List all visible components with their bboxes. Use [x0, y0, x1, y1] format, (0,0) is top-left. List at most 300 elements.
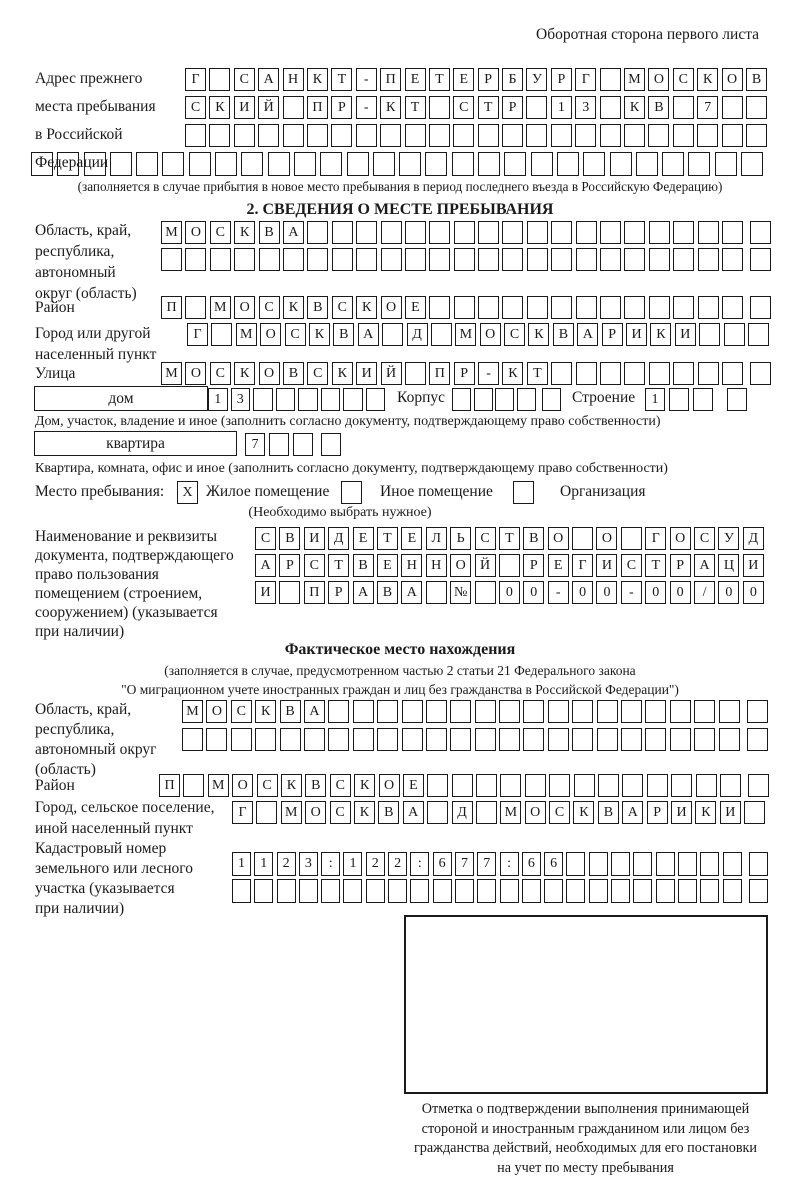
char-box: Е — [377, 554, 398, 577]
char-box — [548, 728, 569, 751]
char-box — [531, 152, 553, 176]
char-box — [321, 879, 340, 903]
char-box: В — [523, 527, 544, 550]
char-box — [381, 248, 402, 271]
char-box: - — [478, 362, 499, 385]
char-box — [749, 852, 768, 876]
char-box: Д — [407, 323, 428, 346]
char-box — [610, 152, 632, 176]
char-box: Е — [403, 774, 424, 797]
region-char-row-1 — [161, 221, 771, 244]
char-box: С — [475, 527, 496, 550]
char-box — [452, 774, 473, 797]
char-box: 3 — [231, 388, 251, 411]
char-box — [551, 248, 572, 271]
char-box: К — [309, 323, 330, 346]
char-box — [185, 248, 206, 271]
char-box: Е — [453, 68, 474, 91]
char-box — [522, 879, 541, 903]
char-box — [380, 124, 401, 147]
char-box — [429, 248, 450, 271]
char-box — [478, 248, 499, 271]
apartment-note: Квартира, комната, офис и иное (заполнить согласно документу, подтверждающему право собственности) — [35, 461, 668, 476]
char-box: С — [694, 527, 715, 550]
char-box — [694, 728, 715, 751]
char-box — [162, 152, 184, 176]
char-box: Д — [452, 801, 473, 824]
char-box: Й — [258, 96, 279, 119]
char-box: П — [159, 774, 180, 797]
char-box: Р — [328, 581, 349, 604]
char-box — [429, 221, 450, 244]
char-box — [343, 879, 362, 903]
char-box: М — [161, 362, 182, 385]
char-box: А — [258, 68, 279, 91]
char-box — [598, 774, 619, 797]
char-box — [645, 700, 666, 723]
cadastral-char-row-2 — [232, 879, 768, 903]
char-box: Р — [523, 554, 544, 577]
char-box — [748, 323, 769, 346]
char-box — [724, 323, 745, 346]
char-box: К — [354, 801, 375, 824]
char-box: И — [626, 323, 647, 346]
char-box: Д — [328, 527, 349, 550]
char-box: П — [380, 68, 401, 91]
char-box: 1 — [254, 852, 273, 876]
char-box — [624, 221, 645, 244]
char-box — [279, 581, 300, 604]
char-box: Р — [331, 96, 352, 119]
char-box: И — [304, 527, 325, 550]
char-box: 0 — [499, 581, 520, 604]
char-box — [426, 700, 447, 723]
region-label-line: округ (область) — [35, 285, 137, 302]
char-box: Н — [426, 554, 447, 577]
char-box: П — [307, 96, 328, 119]
char-box — [427, 801, 448, 824]
doc-label-line: документа, подтверждающего — [35, 547, 234, 564]
stamp-caption — [398, 1100, 773, 1178]
char-box: Г — [185, 68, 206, 91]
apartment-char-row — [245, 433, 341, 456]
char-box — [669, 388, 689, 411]
char-box: 1 — [232, 852, 251, 876]
char-box: Б — [502, 68, 523, 91]
char-box — [429, 124, 450, 147]
char-box — [527, 296, 548, 319]
char-box: К — [624, 96, 645, 119]
char-box — [232, 879, 251, 903]
char-box — [673, 221, 694, 244]
actual-city-char-row — [232, 801, 765, 824]
actual-city-label-line: Город, сельское поселение, — [35, 799, 215, 816]
char-box — [523, 728, 544, 751]
char-box — [452, 152, 474, 176]
doc-char-row-2 — [255, 554, 764, 577]
char-box: 1 — [645, 388, 665, 411]
char-box: К — [573, 801, 594, 824]
char-box — [478, 221, 499, 244]
char-box — [624, 362, 645, 385]
char-box — [722, 124, 743, 147]
char-box: В — [353, 554, 374, 577]
char-box: Й — [381, 362, 402, 385]
prev-address-label-line: места пребывания — [35, 98, 156, 115]
char-box — [269, 433, 289, 456]
stay-option-organization-label: Организация — [560, 483, 646, 500]
char-box: О — [185, 221, 206, 244]
prev-address-char-row-1 — [185, 68, 767, 91]
char-box: - — [356, 68, 377, 91]
char-box: И — [720, 801, 741, 824]
prev-address-char-row-3 — [185, 124, 767, 147]
stamp-caption-line: гражданства действий, необходимых для его постановки — [413, 1140, 758, 1156]
actual-region-label-line: Область, край, — [35, 701, 132, 718]
char-box — [557, 152, 579, 176]
actual-region-char-row-1 — [182, 700, 768, 723]
char-box — [572, 700, 593, 723]
char-box — [649, 296, 670, 319]
char-box: Т — [331, 68, 352, 91]
char-box — [307, 248, 328, 271]
char-box — [84, 152, 106, 176]
char-box: / — [694, 581, 715, 604]
stroenie-extra-box — [727, 388, 747, 411]
char-box: 1 — [551, 96, 572, 119]
char-box: О — [234, 296, 255, 319]
char-box: Р — [602, 323, 623, 346]
char-box: № — [450, 581, 471, 604]
char-box — [722, 96, 743, 119]
char-box — [328, 700, 349, 723]
char-box: 7 — [245, 433, 265, 456]
char-box: А — [283, 221, 304, 244]
char-box: А — [255, 554, 276, 577]
char-box: В — [307, 296, 328, 319]
char-box — [402, 700, 423, 723]
char-box: 2 — [388, 852, 407, 876]
char-box — [110, 152, 132, 176]
prev-address-label-line: Федерации — [35, 154, 109, 171]
char-box — [544, 879, 563, 903]
district-label: Район — [35, 299, 75, 316]
char-box — [495, 388, 514, 411]
char-box: О — [305, 801, 326, 824]
char-box — [502, 221, 523, 244]
char-box — [527, 221, 548, 244]
char-box: Р — [478, 68, 499, 91]
char-box: 2 — [277, 852, 296, 876]
char-box — [253, 388, 273, 411]
char-box — [185, 296, 206, 319]
char-box — [727, 388, 747, 411]
char-box: И — [671, 801, 692, 824]
char-box — [283, 96, 304, 119]
char-box — [621, 527, 642, 550]
char-box — [696, 774, 717, 797]
korpus-char-row — [452, 388, 561, 411]
char-box — [624, 296, 645, 319]
char-box — [332, 221, 353, 244]
char-box — [206, 728, 227, 751]
stay-checkbox-organization — [513, 481, 534, 504]
char-box: 6 — [544, 852, 563, 876]
cadastral-label-line: участка (указывается — [35, 880, 175, 897]
char-box — [673, 362, 694, 385]
char-box: В — [283, 362, 304, 385]
doc-label-line: право пользования — [35, 566, 159, 583]
char-box: 0 — [596, 581, 617, 604]
stamp-caption-line: Отметка о подтверждении выполнения принимающей — [421, 1101, 750, 1117]
char-box — [234, 124, 255, 147]
char-box: А — [401, 581, 422, 604]
char-box — [241, 152, 263, 176]
char-box — [621, 700, 642, 723]
cadastral-char-row-1 — [232, 852, 768, 876]
char-box: О — [379, 774, 400, 797]
char-box — [453, 124, 474, 147]
char-box: М — [182, 700, 203, 723]
char-box: Ь — [450, 527, 471, 550]
char-box: И — [255, 581, 276, 604]
char-box — [645, 728, 666, 751]
char-box — [746, 124, 767, 147]
stamp-caption-line: на учет по месту пребывания — [497, 1159, 674, 1176]
char-box: С — [234, 68, 255, 91]
char-box — [499, 554, 520, 577]
char-box — [366, 388, 386, 411]
char-box — [747, 700, 768, 723]
char-box — [320, 152, 342, 176]
char-box — [722, 362, 743, 385]
char-box: И — [675, 323, 696, 346]
doc-char-row-3 — [255, 581, 764, 604]
char-box — [600, 124, 621, 147]
char-box — [621, 728, 642, 751]
char-box — [576, 221, 597, 244]
char-box — [476, 774, 497, 797]
char-box — [688, 152, 710, 176]
stay-type-label: Место пребывания: — [35, 483, 165, 500]
prev-address-char-row-2 — [185, 96, 767, 119]
stamp-caption-line: стороной и иностранным гражданином или лицом без — [421, 1120, 750, 1137]
char-box: : — [500, 852, 519, 876]
char-box: К — [283, 296, 304, 319]
char-box — [517, 388, 536, 411]
char-box — [182, 728, 203, 751]
char-box: Г — [575, 68, 596, 91]
apartment-type-label: квартира — [106, 434, 165, 452]
char-box — [589, 879, 608, 903]
char-box: В — [598, 801, 619, 824]
char-box — [353, 728, 374, 751]
char-box — [700, 879, 719, 903]
char-box — [499, 728, 520, 751]
char-box: Г — [645, 527, 666, 550]
char-box — [527, 248, 548, 271]
char-box — [332, 248, 353, 271]
char-box — [377, 700, 398, 723]
char-box — [381, 221, 402, 244]
char-box — [513, 481, 534, 504]
char-box — [670, 728, 691, 751]
char-box: - — [548, 581, 569, 604]
char-box: У — [526, 68, 547, 91]
char-box — [502, 296, 523, 319]
stay-checkbox-residential — [177, 481, 198, 504]
char-box: С — [307, 362, 328, 385]
char-box — [258, 124, 279, 147]
prev-address-label-line: Адрес прежнего — [35, 70, 143, 87]
char-box — [388, 879, 407, 903]
actual-district-label: Район — [35, 777, 75, 794]
char-box — [410, 879, 429, 903]
char-box: А — [353, 581, 374, 604]
char-box: - — [621, 581, 642, 604]
char-box: С — [210, 221, 231, 244]
char-box — [673, 124, 694, 147]
char-box: И — [234, 96, 255, 119]
char-box — [183, 774, 204, 797]
char-box: К — [380, 96, 401, 119]
char-box — [542, 388, 561, 411]
char-box — [259, 248, 280, 271]
char-box — [574, 774, 595, 797]
char-box — [209, 124, 230, 147]
char-box: Е — [405, 68, 426, 91]
char-box — [647, 774, 668, 797]
char-box: Й — [475, 554, 496, 577]
region-label-line: республика, — [35, 243, 115, 260]
stay-checkbox-other — [341, 481, 362, 504]
char-box — [215, 152, 237, 176]
char-box: С — [673, 68, 694, 91]
prev-address-note: (заполняется в случае прибытия в новое место пребывания в период последнего въезда в Российскую Федерацию) — [77, 179, 723, 194]
char-box: В — [280, 700, 301, 723]
char-box: С — [504, 323, 525, 346]
stay-option-other-label: Иное помещение — [380, 483, 493, 500]
char-box — [551, 362, 572, 385]
char-box: 0 — [743, 581, 764, 604]
char-box — [294, 152, 316, 176]
char-box: В — [305, 774, 326, 797]
char-box: К — [356, 296, 377, 319]
confirmation-stamp-box — [404, 915, 768, 1094]
char-box: Е — [353, 527, 374, 550]
city-label-line: населенный пункт — [35, 346, 157, 363]
char-box — [429, 96, 450, 119]
char-box — [373, 152, 395, 176]
char-box: Р — [454, 362, 475, 385]
char-box — [500, 879, 519, 903]
char-box: В — [553, 323, 574, 346]
stay-option-residential-label: Жилое помещение — [206, 483, 330, 500]
char-box: Т — [405, 96, 426, 119]
char-box — [307, 124, 328, 147]
char-box — [234, 248, 255, 271]
char-box: В — [279, 527, 300, 550]
char-box — [750, 296, 771, 319]
actual-city-label-line: иной населенный пункт — [35, 820, 193, 837]
char-box: К — [332, 362, 353, 385]
street-char-row — [161, 362, 771, 385]
char-box: А — [358, 323, 379, 346]
char-box: О — [596, 527, 617, 550]
char-box: А — [577, 323, 598, 346]
char-box — [356, 221, 377, 244]
char-box — [231, 728, 252, 751]
char-box: 1 — [208, 388, 228, 411]
char-box — [589, 852, 608, 876]
char-box: В — [746, 68, 767, 91]
char-box: Т — [377, 527, 398, 550]
char-box — [254, 879, 273, 903]
char-box: Т — [478, 96, 499, 119]
char-box — [455, 879, 474, 903]
char-box: О — [450, 554, 471, 577]
char-box: О — [480, 323, 501, 346]
char-box — [476, 801, 497, 824]
char-box — [475, 700, 496, 723]
char-box — [694, 700, 715, 723]
char-box: 0 — [718, 581, 739, 604]
char-box — [427, 774, 448, 797]
char-box: Т — [429, 68, 450, 91]
char-box: Р — [502, 96, 523, 119]
char-box: Л — [426, 527, 447, 550]
char-box: С — [231, 700, 252, 723]
char-box — [719, 700, 740, 723]
char-box — [426, 728, 447, 751]
stroenie-label: Строение — [572, 389, 636, 406]
char-box — [31, 152, 53, 176]
char-box: К — [528, 323, 549, 346]
char-box: К — [234, 221, 255, 244]
char-box — [648, 124, 669, 147]
char-box: 0 — [523, 581, 544, 604]
char-box — [566, 879, 585, 903]
char-box — [744, 801, 765, 824]
house-type-label: дом — [108, 389, 134, 407]
char-box — [161, 248, 182, 271]
char-box: 0 — [670, 581, 691, 604]
char-box: В — [648, 96, 669, 119]
doc-label-line: помещением (строением, — [35, 585, 203, 602]
cadastral-label-line: земельного или лесного — [35, 860, 193, 877]
char-box — [723, 852, 742, 876]
char-box — [478, 296, 499, 319]
char-box: Т — [499, 527, 520, 550]
char-box — [698, 221, 719, 244]
char-box — [477, 879, 496, 903]
char-box — [699, 323, 720, 346]
char-box: 0 — [645, 581, 666, 604]
char-box — [433, 879, 452, 903]
char-box — [136, 152, 158, 176]
char-box — [551, 221, 572, 244]
char-box: Г — [572, 554, 593, 577]
char-box — [431, 323, 452, 346]
doc-char-row-1 — [255, 527, 764, 550]
char-box — [698, 296, 719, 319]
char-box: К — [281, 774, 302, 797]
char-box — [525, 774, 546, 797]
char-box: С — [210, 362, 231, 385]
char-box: - — [356, 96, 377, 119]
char-box: 6 — [522, 852, 541, 876]
char-box — [405, 221, 426, 244]
